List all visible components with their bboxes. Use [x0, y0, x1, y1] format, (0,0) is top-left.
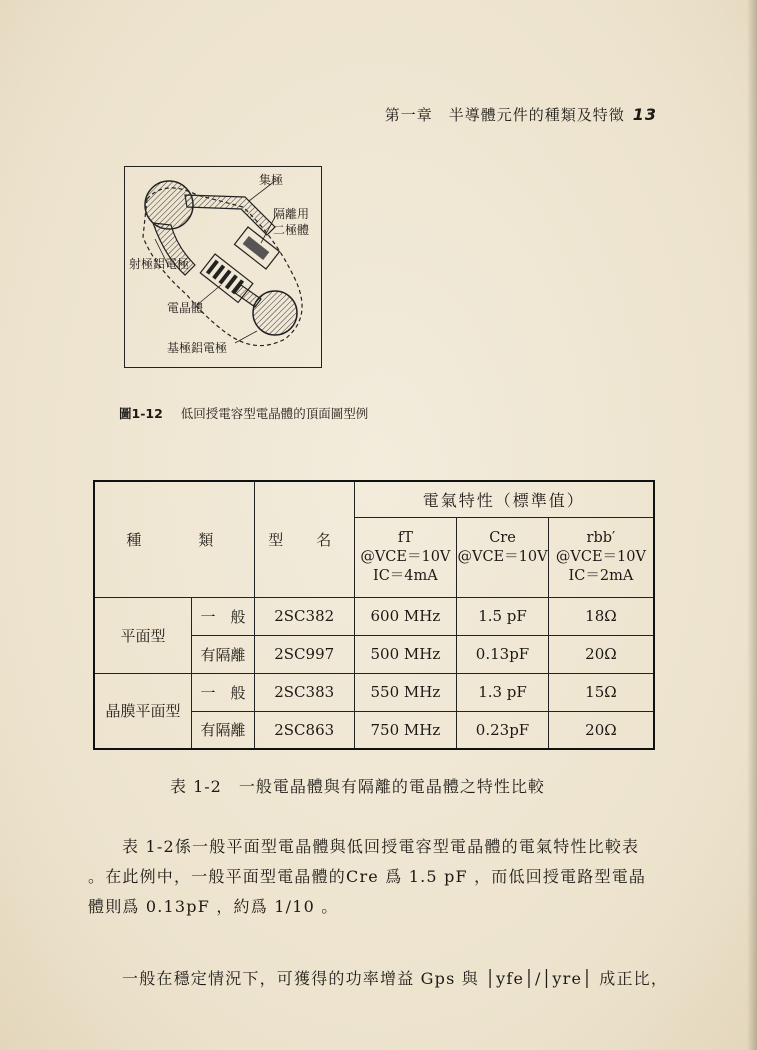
group-kind: 晶膜平面型 — [94, 673, 192, 749]
row-subtype: 一 般 — [192, 673, 255, 711]
page-spine-shadow — [747, 0, 757, 1050]
label-isolation-diode-line1: 隔離用 — [273, 207, 310, 221]
cre-symbol: Cre — [489, 529, 516, 546]
row-model: 2SC382 — [254, 597, 354, 635]
group-kind: 平面型 — [94, 597, 192, 673]
row-rbb: 20Ω — [548, 711, 654, 749]
row-subtype: 有隔離 — [192, 635, 255, 673]
row-model: 2SC997 — [254, 635, 354, 673]
label-emitter-electrode: 射極鋁電極 — [129, 257, 190, 271]
cre-condition-vce: @VCE＝10V — [457, 548, 548, 565]
header-electrical-characteristics: 電氣特性（標準值） — [354, 481, 654, 517]
table-caption: 表 1-2 一般電晶體與有隔離的電晶體之特性比較 — [170, 777, 545, 796]
ft-condition-ic: IC＝4mA — [372, 567, 438, 584]
row-subtype: 有隔離 — [192, 711, 255, 749]
row-model: 2SC863 — [254, 711, 354, 749]
row-rbb: 20Ω — [548, 635, 654, 673]
row-model: 2SC383 — [254, 673, 354, 711]
ft-symbol: fT — [397, 529, 413, 546]
header-model: 型 名 — [254, 481, 354, 597]
body-line-3: 體則爲 0.13pF ，約爲 1/10 。 — [88, 897, 339, 916]
row-ft: 750 MHz — [354, 711, 457, 749]
running-header — [385, 104, 657, 125]
table-row — [94, 597, 654, 635]
row-rbb: 18Ω — [548, 597, 654, 635]
table-row — [94, 673, 654, 711]
spec-table — [93, 480, 655, 750]
chapter-title: 第一章 半導體元件的種類及特徵 — [384, 106, 625, 124]
figure-caption-text: 低回授電容型電晶體的頂面圖型例 — [180, 406, 369, 421]
row-ft: 550 MHz — [354, 673, 457, 711]
row-cre: 0.13pF — [457, 635, 549, 673]
page-number: 13 — [632, 105, 657, 124]
label-transistor: 電晶體 — [167, 301, 204, 315]
label-base-electrode: 基極鋁電極 — [167, 341, 228, 355]
row-cre: 1.3 pF — [457, 673, 549, 711]
figure-number: 圖1-12 — [119, 406, 163, 421]
header-cre — [457, 517, 549, 597]
rbb-condition-vce: @VCE＝10V — [555, 548, 646, 565]
row-cre: 0.23pF — [457, 711, 549, 749]
header-rbb — [548, 517, 654, 597]
rbb-symbol: rbb′ — [586, 529, 616, 546]
body-line-4: 一般在穩定情況下，可獲得的功率增益 Gps 與 │yfe│/│yre│ 成正比， — [122, 969, 669, 988]
body-line-2: 。在此例中，一般平面型電晶體的Cre 爲 1.5 pF ，而低回授電路型電晶 — [88, 867, 647, 886]
figure-caption — [119, 404, 368, 422]
row-cre: 1.5 pF — [457, 597, 549, 635]
ft-condition-vce: @VCE＝10V — [360, 548, 451, 565]
figure-1-12 — [124, 166, 322, 368]
row-ft: 500 MHz — [354, 635, 457, 673]
row-rbb: 15Ω — [548, 673, 654, 711]
label-isolation-diode-line2: 二極體 — [273, 223, 310, 237]
rbb-condition-ic: IC＝2mA — [568, 567, 634, 584]
label-collector: 集極 — [259, 173, 284, 187]
body-line-1: 表 1-2係一般平面型電晶體與低回授電容型電晶體的電氣特性比較表 — [122, 837, 640, 856]
row-subtype: 一 般 — [192, 597, 255, 635]
header-kind: 種 類 — [94, 481, 254, 597]
row-ft: 600 MHz — [354, 597, 457, 635]
header-ft — [354, 517, 457, 597]
